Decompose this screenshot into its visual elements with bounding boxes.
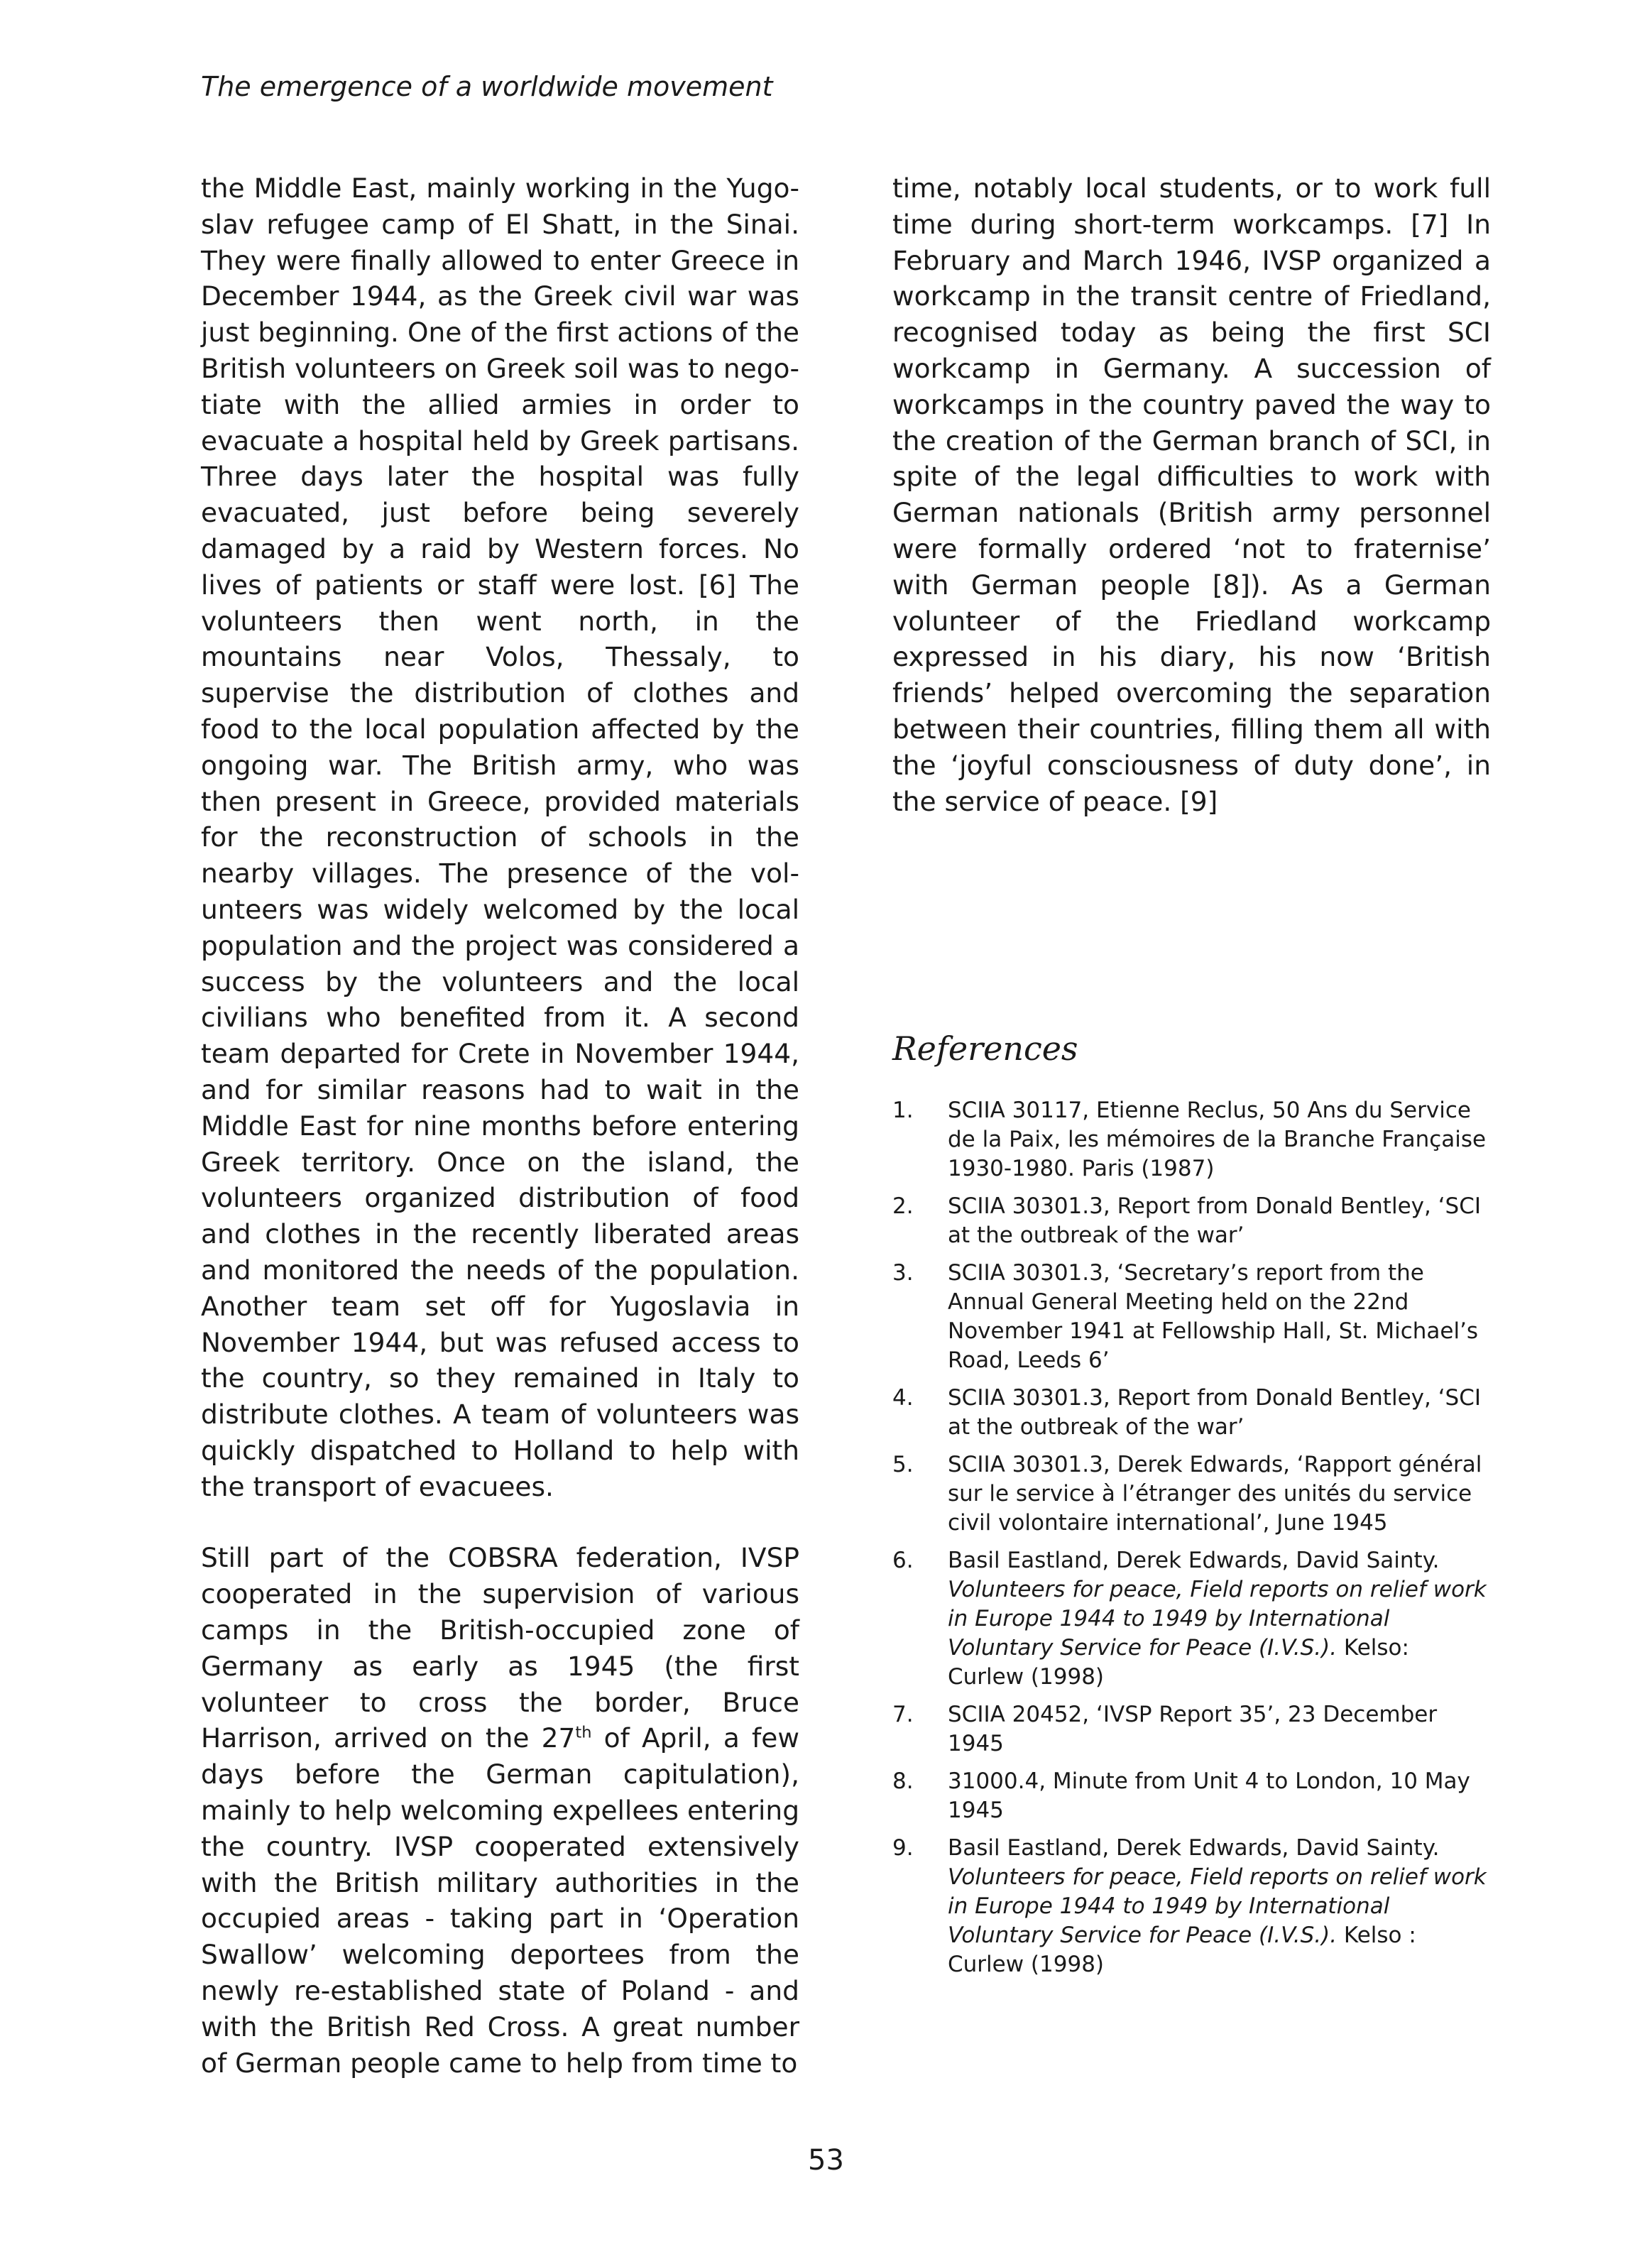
ordinal-superscript: th [575, 1723, 592, 1742]
reference-text: 31000.4, Minute from Unit 4 to London, 10 May 1945 [948, 1768, 1470, 1823]
body-text: Still part of the COBSRA federation, IVSP cooperated in the supervision of various camps in the British-occupied zone of Germany as early as 1945 (the first volunteer to cross the border, Bruce Harrison, arrived on the 27 [201, 1542, 799, 1754]
reference-publisher: Kelso : Curlew (1998) [948, 1923, 1416, 1977]
reference-number: 5. [892, 1452, 914, 1477]
left-column [201, 170, 799, 2081]
body-paragraph [201, 1540, 799, 2081]
reference-item [892, 1192, 1491, 1250]
body-paragraph: time, notably local students, or to work full time during short-term workcamps. [7] In February and March 1946, IVSP organized a workcamp in the transit centre of Friedland, recognised today as being the first SCI workcamp in Germany. A succession of workcamps in the country paved the way to the creation of the German branch of SCI, in spite of the legal difficulties to work with German nationals (British army personnel were formally ordered ‘not to fraternise’ with German people [8]). As a German volunteer of the Friedland workcamp expressed in his diary, his now ‘British friends’ helped overcoming the separation between their countries, filling them all with the ‘joyful consciousness of duty done’, in the service of peace. [9] [892, 173, 1491, 817]
reference-item [892, 1546, 1491, 1692]
body-paragraph: the Middle East, mainly working in the Yugoslav refugee camp of El Shatt, in the Sinai. They were finally allowed to enter Greece in December 1944, as the Greek civil war was just beginning. One of the first actions of the British volunteers on Greek soil was to negotiate with the allied armies in order to evacuate a hospital held by Greek partisans. Three days later the hospital was fully evacuated, just before being severely damaged by a raid by Western forces. No lives of patients or staff were lost. [6] The volunteers then went north, in the mountains near Volos, Thessaly, to supervise the distribution of clothes and food to the local population affected by the ongoing war. The British army, who was then present in Greece, provided materials for the reconstruction of schools in the nearby villages. The presence of the volunteers was widely welcomed by the local population and the project was considered a success by the volunteers and the local civilians who benefited from it. A second team departed for Crete in November 1944, and for similar reasons had to wait in the Middle East for nine months before entering Greek territory. Once on the island, the volunteers organized distribution of food and clothes in the recently liberated areas and monitored the needs of the population. Another team set off for Yugoslavia in November 1944, but was refused access to the country, so they remained in Italy to distribute clothes. A team of volunteers was quickly dispatched to Holland to help with the transport of evacuees. [201, 173, 799, 1502]
reference-number: 9. [892, 1835, 914, 1861]
reference-number: 2. [892, 1193, 914, 1219]
reference-item [892, 1700, 1491, 1759]
reference-text: SCIIA 30301.3, Derek Edwards, ‘Rapport général sur le service à l’étranger des unités du service civil volontaire international’, June 1945 [948, 1452, 1482, 1536]
reference-text: SCIIA 20452, ‘IVSP Report 35’, 23 December 1945 [948, 1702, 1438, 1756]
reference-item [892, 1384, 1491, 1442]
reference-item [892, 1834, 1491, 1979]
reference-number: 4. [892, 1385, 914, 1411]
reference-item [892, 1450, 1491, 1538]
references-heading: References [892, 1029, 1078, 1068]
page-number: 53 [808, 2144, 844, 2177]
reference-text [948, 1834, 1491, 1979]
reference-text: SCIIA 30117, Etienne Reclus, 50 Ans du Service de la Paix, les mémoires de la Branche Française 1930-1980. Paris (1987) [948, 1098, 1487, 1181]
reference-number: 7. [892, 1702, 914, 1727]
reference-title: Volunteers for peace, Field reports on relief work in Europe 1944 to 1949 by International Voluntary Service for Peace (I.V.S.). [948, 1577, 1487, 1661]
reference-title: Volunteers for peace, Field reports on relief work in Europe 1944 to 1949 by International Voluntary Service for Peace (I.V.S.). [948, 1864, 1487, 1948]
reference-number: 3. [892, 1260, 914, 1286]
reference-number: 6. [892, 1548, 914, 1573]
reference-item [892, 1096, 1491, 1183]
reference-item [892, 1259, 1491, 1375]
running-head: The emergence of a worldwide movement [201, 71, 773, 102]
reference-text: SCIIA 30301.3, Report from Donald Bentley, ‘SCI at the outbreak of the war’ [948, 1385, 1482, 1440]
reference-authors: Basil Eastland, Derek Edwards, David Sainty. [948, 1548, 1440, 1573]
reference-text: SCIIA 30301.3, Report from Donald Bentley, ‘SCI at the outbreak of the war’ [948, 1193, 1482, 1248]
body-text: of April, a few days before the German capitulation), mainly to help welcoming expellees entering the country. IVSP cooperated extensively with the British military authorities in the occupied areas - taking part in ‘Operation Swallow’ welcoming deportees from the newly re-established state of Poland - and with the British Red Cross. A great number of German people came to help from time to [201, 1722, 799, 2079]
reference-publisher: Kelso: Curlew (1998) [948, 1635, 1409, 1690]
reference-number: 1. [892, 1098, 914, 1123]
reference-item [892, 1767, 1491, 1825]
reference-text: SCIIA 30301.3, ‘Secretary’s report from the Annual General Meeting held on the 22nd November 1941 at Fellowship Hall, St. Michael’s Road, Leeds 6’ [948, 1260, 1479, 1373]
reference-authors: Basil Eastland, Derek Edwards, David Sainty. [948, 1835, 1440, 1861]
reference-number: 8. [892, 1768, 914, 1794]
reference-text [948, 1546, 1491, 1692]
right-column [892, 170, 1491, 819]
references-list [892, 1096, 1491, 1979]
references-section [892, 1029, 1491, 1988]
